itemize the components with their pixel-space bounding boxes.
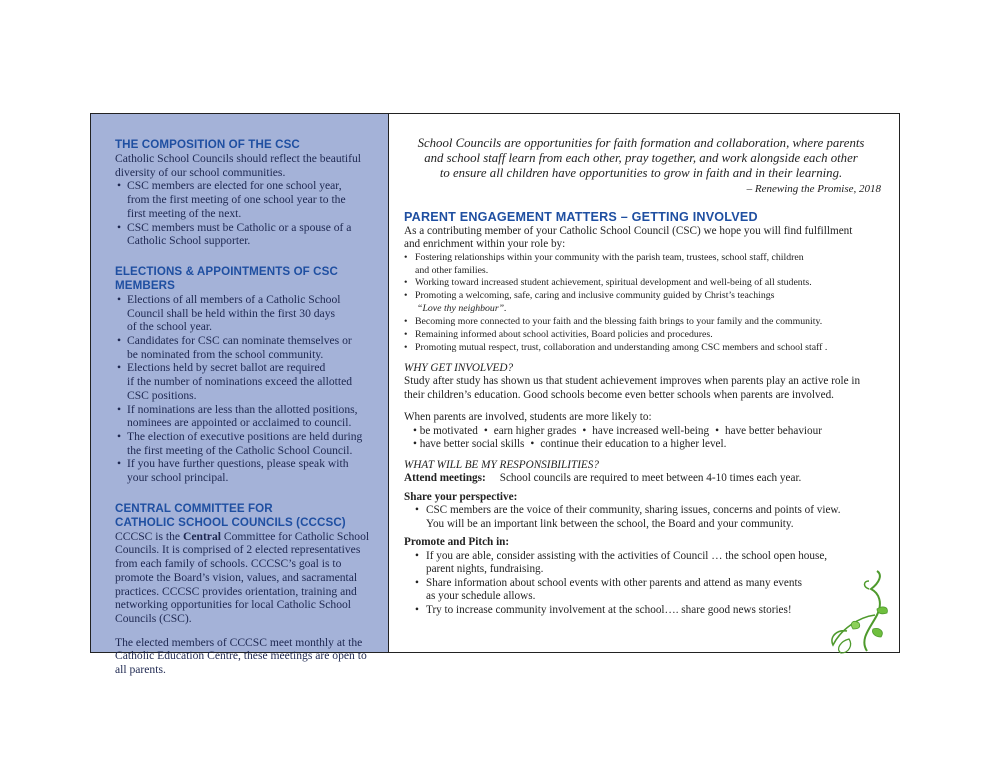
list-item-line: • Candidates for CSC can nominate themselves or [127, 334, 352, 348]
list-item-line: from the first meeting of one school year to the [127, 193, 346, 207]
responsibilities-heading: WHAT WILL BE MY RESPONSIBILITIES? [404, 458, 599, 471]
list-item-line: • If nominations are less than the allotted positions, [127, 402, 358, 416]
list-item-line: and other families. [415, 264, 489, 276]
cccsc-line: networking opportunities for local Catholic School [115, 598, 352, 612]
cccsc-line: from each family of schools. CCCSC’s goal is to [115, 557, 342, 571]
list-item [127, 179, 374, 220]
quote-line: and school staff learn from each other, pray together, and work alongside each other [424, 151, 858, 166]
composition-heading: THE COMPOSITION OF THE CSC [115, 138, 300, 151]
list-item-line: • The election of executive positions are held during [127, 429, 363, 443]
list-item [415, 342, 881, 355]
quote [401, 136, 881, 182]
list-item-line: of the school year. [127, 320, 212, 334]
list-item-line: • Remaining informed about school activities, Board policies and procedures. [415, 329, 713, 341]
when-line: When parents are involved, students are more likely to: [404, 411, 652, 424]
cccsc-line [115, 530, 374, 544]
list-item-line: CSC positions. [127, 388, 197, 402]
quote-source: – Renewing the Promise, 2018 [746, 182, 881, 195]
likely-item: have better behaviour [725, 424, 822, 437]
likely-row: • have better social skills • continue their education to a higher level. [413, 438, 727, 451]
list-item [426, 604, 881, 618]
cccsc-closing-line: all parents. [115, 663, 166, 677]
role-list [401, 252, 881, 355]
why-line: Study after study has shown us that student achievement improves when parents play an active role in [404, 375, 861, 388]
page-frame [90, 113, 900, 677]
list-item [127, 403, 374, 430]
cccsc-heading [115, 502, 374, 530]
heading-line: CATHOLIC SCHOOL COUNCILS (CCCSC) [115, 515, 346, 529]
list-item [127, 293, 374, 334]
attend-label: Attend meetings: [404, 472, 486, 485]
list-item-line: • Share information about school events with other parents and attend as many events [426, 576, 802, 589]
attend-text: School councils are required to meet between 4-10 times each year. [499, 472, 802, 485]
why-line: their children’s education. Good schools become even better schools when parents are involved. [404, 388, 834, 401]
list-item-line: the first meeting of the Catholic School Council. [127, 443, 353, 457]
list-item [127, 334, 374, 361]
likely-item: earn higher grades [493, 424, 577, 437]
likely-item: have better social skills [419, 438, 525, 451]
left-sidebar [91, 114, 389, 677]
list-item-line: if the number of nominations exceed the allotted [127, 375, 353, 389]
list-item [127, 361, 374, 402]
list-item-line: • Becoming more connected to your faith and the blessing faith brings to your family and the community. [415, 316, 823, 328]
list-item [426, 504, 881, 531]
cccsc-line: practices. CCCSC provides orientation, training and [115, 584, 357, 598]
promote-list [401, 550, 881, 618]
list-item [127, 457, 374, 484]
list-item-line: • Promoting a welcoming, safe, caring and inclusive community guided by Christ’s teachings [415, 290, 775, 302]
elections-list [115, 293, 374, 485]
list-item-line: • If you are able, consider assisting with the activities of Council … the school open house, [426, 549, 828, 562]
list-item-line: nominees are appointed or acclaimed to council. [127, 416, 352, 430]
likely-row: • be motivated • earn higher grades • have increased well-being • have better behaviour [413, 424, 822, 437]
list-item-line: • Elections held by secret ballot are required [127, 361, 326, 375]
list-item-line: • CSC members are the voice of their community, sharing issues, concerns and points of view. [426, 504, 841, 517]
list-item-line: • CSC members are elected for one school year, [127, 179, 342, 193]
list-item [415, 290, 881, 316]
list-item-line: • CSC members must be Catholic or a spouse of a [127, 220, 352, 234]
text-span: Committee for Catholic School [220, 529, 370, 543]
list-item-line: • Working toward increased student achievement, spiritual development and well-being of all students. [415, 277, 812, 289]
list-item-line: Catholic School supporter. [127, 234, 251, 248]
list-item-line: parent nights, fundraising. [426, 563, 544, 576]
list-item-line: your school principal. [127, 471, 229, 485]
quote-line: to ensure all children have opportunities to grow in faith and in their learning. [439, 166, 843, 181]
list-item [415, 252, 881, 278]
cccsc-closing-line: The elected members of CCCSC meet monthly at the [115, 635, 363, 649]
share-list [401, 504, 881, 531]
cccsc-line: Councils. It is comprised of 2 elected representatives [115, 543, 361, 557]
composition-line: Catholic School Councils should reflect the beautiful [115, 152, 361, 165]
composition-list [115, 179, 374, 248]
list-item-line: • Promoting mutual respect, trust, collaboration and understanding among CSC members and school staff . [415, 341, 828, 353]
list-item [426, 577, 881, 604]
composition-line: diversity of our school communities. [115, 165, 286, 179]
likely-item: have increased well-being [592, 424, 710, 437]
promote-heading: Promote and Pitch in: [404, 536, 510, 549]
list-item-line: • Elections of all members of a Catholic School [127, 292, 341, 306]
cccsc-line: Councils (CSC). [115, 611, 192, 625]
list-item-line: • Try to increase community involvement at the school…. share good news stories! [426, 603, 792, 616]
cccsc-line: promote the Board’s vision, values, and sacramental [115, 570, 358, 584]
list-item [127, 221, 374, 248]
list-item [415, 329, 881, 342]
list-item [415, 277, 881, 290]
cccsc-closing-line: Catholic Education Centre, these meetings are open to [115, 649, 367, 663]
love-line: “Love thy neighbour”. [417, 303, 507, 315]
list-item-line: • Fostering relationships within your community with the parish team, trustees, school staff, children [415, 251, 804, 263]
list-item [415, 316, 881, 329]
main-heading: PARENT ENGAGEMENT MATTERS – GETTING INVOLVED [404, 209, 758, 224]
likely-item: continue their education to a higher level. [540, 438, 727, 451]
list-item-line: Council shall be held within the first 30 days [127, 306, 336, 320]
share-heading: Share your perspective: [404, 490, 518, 503]
quote-line: School Councils are opportunities for faith formation and collaboration, where parents [417, 136, 865, 150]
likely-item: be motivated [419, 424, 478, 437]
list-item [426, 550, 881, 577]
central-bold: Central [182, 529, 221, 543]
why-heading: WHY GET INVOLVED? [404, 361, 514, 374]
list-item-line: • If you have further questions, please speak with [127, 457, 349, 471]
list-item-line: be nominated from the school community. [127, 347, 324, 361]
list-item-line: as your schedule allows. [426, 590, 536, 603]
intro-line: As a contributing member of your Catholic School Council (CSC) we hope you will find fulfillment [404, 224, 853, 237]
heading-line: CENTRAL COMMITTEE FOR [115, 501, 273, 515]
main-content [389, 114, 899, 652]
elections-heading: ELECTIONS & APPOINTMENTS OF CSC MEMBERS [115, 264, 338, 292]
list-item-line: first meeting of the next. [127, 206, 242, 220]
list-item [127, 430, 374, 457]
attend-line [404, 472, 881, 486]
text-span: CCCSC is the [115, 529, 183, 543]
list-item-line: You will be an important link between the school, the Board and your community. [426, 517, 794, 530]
vine-icon [819, 569, 889, 654]
intro-line: and enrichment within your role by: [404, 238, 566, 251]
